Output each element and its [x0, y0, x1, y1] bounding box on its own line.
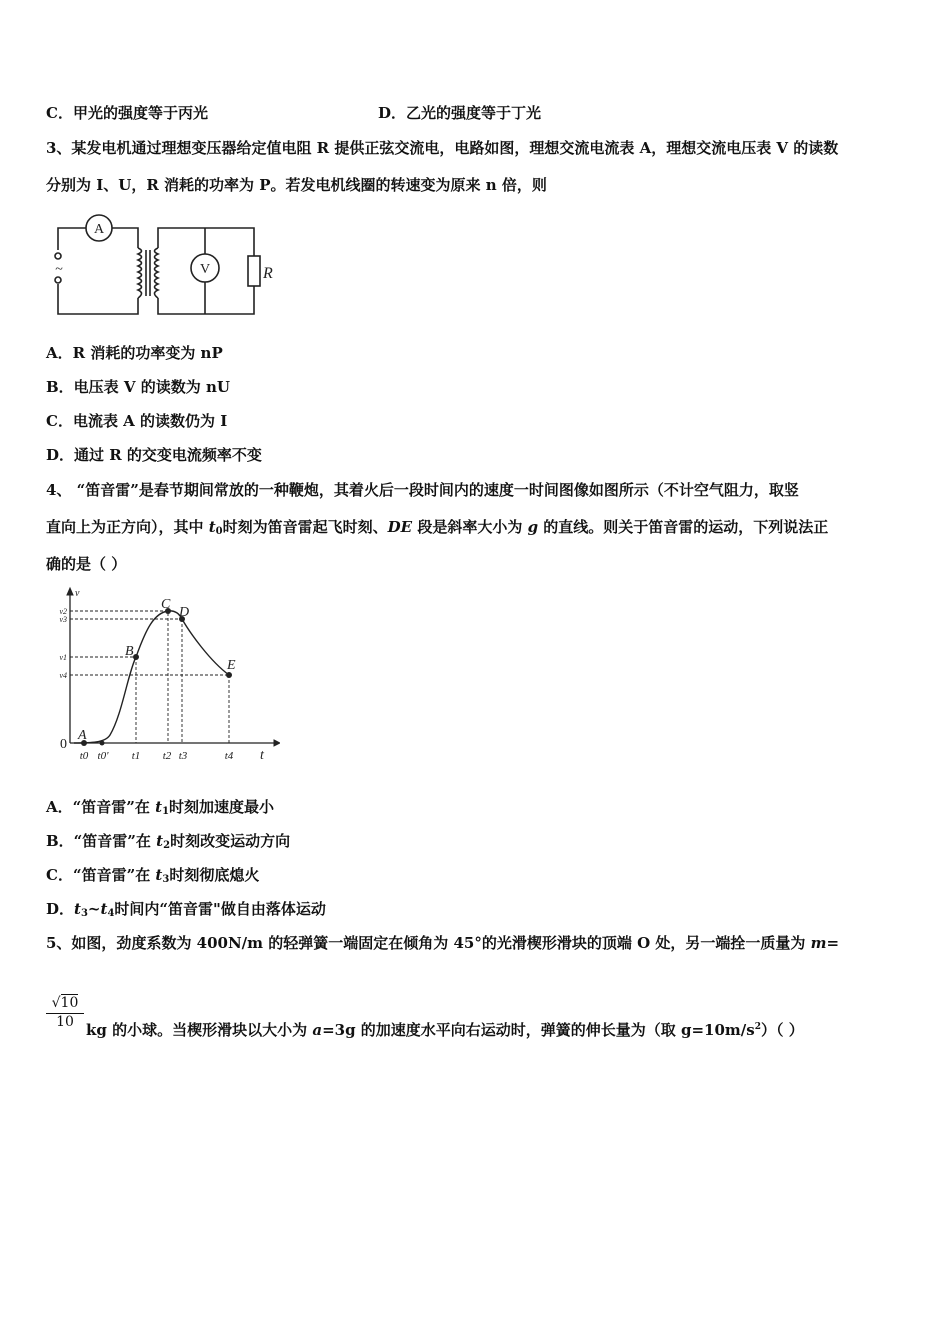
q4-option-c: C．“笛音雷”在 $t_3$时刻彻底熄火 [46, 866, 260, 885]
q3-circuit-diagram [50, 212, 280, 322]
point-d-label: D [179, 605, 190, 620]
q5-mass-fraction: $\frac{√10}{10}$ [46, 995, 84, 1030]
q4-velocity-time-graph [50, 585, 280, 770]
v-axis-label: v [75, 588, 80, 599]
q3-option-a: A．R 消耗的功率变为 nP [46, 344, 223, 362]
q2-option-c: C．甲光的强度等于丙光 [46, 104, 208, 122]
t3-tick: t3 [178, 750, 188, 762]
t0-tick: t0 [79, 750, 89, 762]
q3-option-c: C．电流表 A 的读数仍为 I [46, 412, 228, 430]
v4-tick: v4 [59, 671, 67, 680]
fraction-numerator: 10 [60, 995, 79, 1011]
q4-option-d: D．$t_3\sim t_4$时间内“笛音雷"做自由落体运动 [46, 900, 326, 919]
q3-option-d: D．通过 R 的交变电流频率不变 [46, 446, 262, 464]
q3-stem-line1: 3、某发电机通过理想变压器给定值电阻 R 提供正弦交流电，电路如图，理想交流电流表 A，理想交流电压表 V 的读数 [46, 139, 839, 157]
q4-option-b: B．“笛音雷”在 $t_2$时刻改变运动方向 [46, 832, 291, 851]
point-b-label: B [125, 644, 134, 659]
q3-stem-line2: 分别为 I、U，R 消耗的功率为 P。若发电机线圈的转速变为原来 n 倍，则 [46, 176, 547, 194]
origin-label: 0 [60, 737, 67, 752]
point-c-label: C [161, 597, 171, 612]
q5-stem-line2: kg 的小球。当楔形滑块以大小为 a=3g 的加速度水平向右运动时，弹簧的伸长量为（取 $g=10m/s^2$）（ ） [86, 1021, 804, 1039]
v1-tick: v1 [59, 653, 67, 662]
fraction-denominator: 10 [56, 1014, 74, 1030]
resistor-icon [248, 256, 260, 286]
q4-option-a: A．“笛音雷”在 $t_1$时刻加速度最小 [46, 798, 275, 817]
q5-stem-line1: 5、如图，劲度系数为 400N/m 的轻弹簧一端固定在倾角为 45°的光滑楔形滑块的顶端 O 处，另一端拴一质量为 m= [46, 934, 840, 952]
q2-option-d: D．乙光的强度等于丁光 [378, 104, 542, 122]
point-a-label: A [78, 728, 87, 743]
ammeter-label: A [93, 222, 105, 237]
voltmeter-label: V [199, 262, 211, 277]
v2-tick: v2 [59, 607, 67, 616]
v3-tick: v3 [59, 615, 67, 624]
t0-prime-tick: t0' [97, 750, 109, 762]
t1-tick: t1 [131, 750, 141, 762]
ac-source-symbol: ~ [55, 262, 63, 277]
q4-stem-line2: 直向上为正方向），其中 $t_0$时刻为笛音雷起飞时刻、DE 段是斜率大小为 g 的直线。则关于笛音雷的运动，下列说法正 [46, 518, 829, 537]
q4-stem-line3: 确的是（ ） [46, 555, 127, 573]
t-axis-label: t [260, 748, 264, 763]
point-e-label: E [227, 658, 236, 673]
q3-option-b: B．电压表 V 的读数为 nU [46, 378, 230, 396]
t4-tick: t4 [224, 750, 234, 762]
resistor-label: R [263, 265, 273, 282]
q4-stem-line1: 4、 “笛音雷”是春节期间常放的一种鞭炮，其着火后一段时间内的速度一时间图像如图所示（不计空气阻力，取竖 [46, 481, 799, 499]
t2-tick: t2 [162, 750, 172, 762]
